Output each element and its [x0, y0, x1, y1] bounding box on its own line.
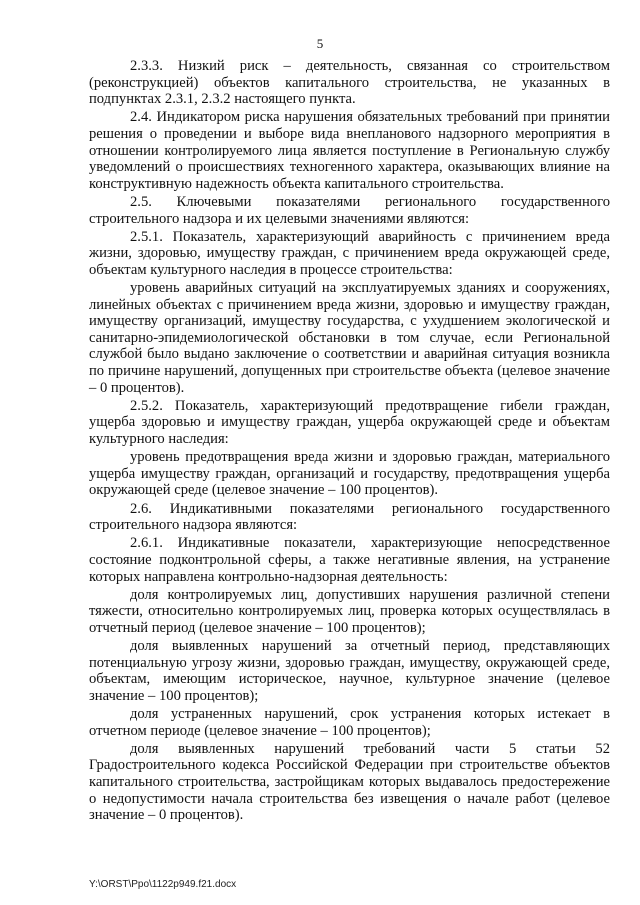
paragraph-share-article-52: доля выявленных нарушений требований части 5 статьи 52 Градостроительного кодекса Российской Федерации при строительстве объектов капитального строительства, застройщикам которых выдавалось предостережение о недопустимости начала строительства без извещения о начале работ (целевое значение – 0 процентов). [89, 740, 610, 824]
paragraph-2-6-1: 2.6.1. Индикативные показатели, характеризующие непосредственное состояние подконтрольной сферы, а также негативные явления, на устранение которых направлена контрольно-надзорная деятельность: [89, 535, 610, 585]
paragraph-2-6: 2.6. Индикативными показателями регионального государственного строительного надзора являются: [89, 500, 610, 534]
paragraph-share-eliminated: доля устраненных нарушений, срок устранения которых истекает в отчетном периоде (целевое значение – 100 процентов); [89, 706, 610, 739]
paragraph-share-violators: доля контролируемых лиц, допустивших нарушения различной степени тяжести, относительно контролируемых лиц, проверка которых осуществлялась в отчетный период (целевое значение – 100 процентов); [89, 586, 610, 636]
page-number: 5 [316, 36, 324, 51]
document-body [89, 58, 610, 825]
paragraph-2-4: 2.4. Индикатором риска нарушения обязательных требований при принятии решения о проведении и выборе вида внепланового надзорного мероприятия в отношении контролируемого лица является поступление в Региональную службу уведомлений о происшествиях техногенного характера, оказывающих влияние на конструктивную надежность объекта капитального строительства. [89, 109, 610, 192]
paragraph-share-threats: доля выявленных нарушений за отчетный период, представляющих потенциальную угрозу жизни, здоровью граждан, имуществу, окружающей среде, объектам, имеющим историческое, научное, культурное значение (целевое значение – 100 процентов); [89, 638, 610, 704]
paragraph-prevention-level: уровень предотвращения вреда жизни и здоровью граждан, материального ущерба имуществу граждан, организаций и государству, предотвращения ущерба окружающей среде (целевое значение – 100 процентов). [89, 449, 610, 499]
paragraph-accident-level: уровень аварийных ситуаций на эксплуатируемых зданиях и сооружениях, линейных объектах с причинением вреда жизни, здоровью и имуществу граждан, имуществу организаций, имуществу государства, с ухудшением экологической и санитарно-эпидемиологической обстановки в том случае, если Региональной службой было выдано заключение о соответствии и аварийная ситуация возникла по причине нарушений, допущенных при строительстве объекта (целевое значение – 0 процентов). [89, 280, 610, 396]
paragraph-2-5-2: 2.5.2. Показатель, характеризующий предотвращение гибели граждан, ущерба здоровью и имуществу граждан, ущерба окружающей среде и объектам культурного наследия: [89, 397, 610, 448]
paragraph-2-5: 2.5. Ключевыми показателями регионального государственного строительного надзора и их целевыми значениями являются: [89, 193, 610, 227]
file-path-footer: Y:\ORST\Ppo\1122p949.f21.docx [89, 879, 237, 890]
paragraph-2-5-1: 2.5.1. Показатель, характеризующий аварийность с причинением вреда жизни, здоровью, имуществу граждан, с причинением вреда окружающей среде, объектам культурного наследия в процессе строительства: [89, 228, 610, 278]
paragraph-2-3-3: 2.3.3. Низкий риск – деятельность, связанная со строительством (реконструкцией) объектов капитального строительства, не указанных в подпунктах 2.3.1, 2.3.2 настоящего пункта. [89, 58, 610, 108]
